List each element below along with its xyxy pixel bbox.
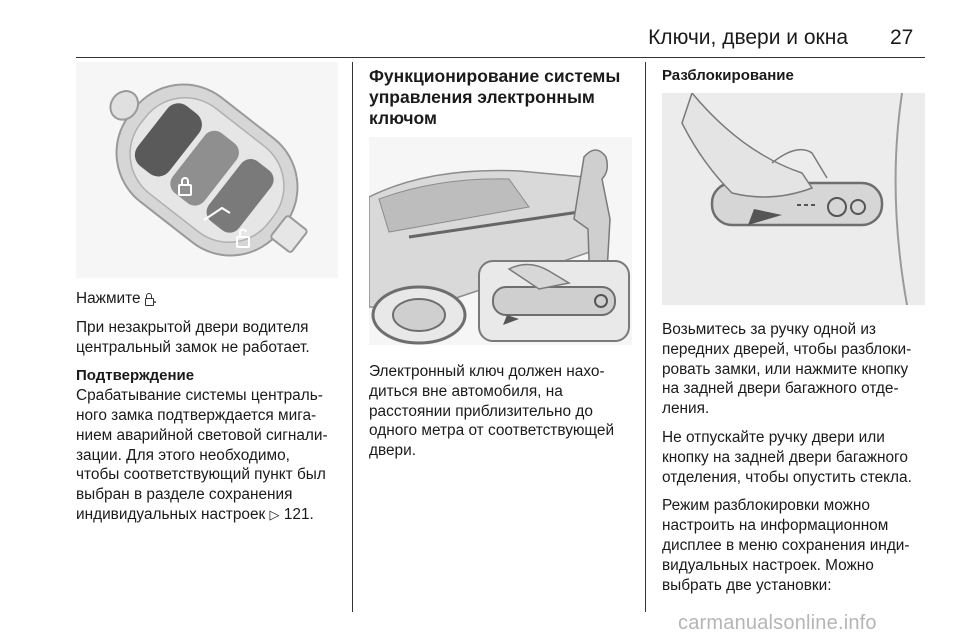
page-reference-link[interactable]: 121. [283, 505, 314, 523]
key-distance-line-2: диться вне автомобиля, на [369, 382, 563, 400]
electronic-key-heading: Функционирование системы управления электронным ключом [369, 66, 621, 128]
car-drawing [369, 137, 632, 345]
column-3-text [662, 320, 932, 595]
door-open-line-1: При незакрытой двери водителя [76, 318, 309, 336]
key-distance-line-5: двери. [369, 442, 416, 460]
unlock-para2-line-3: отделения, чтобы опустить стекла. [662, 468, 912, 486]
key-distance-line-4: одного метра от соответствующей [369, 422, 615, 440]
confirm-line-5: чтобы соответствующий пункт был [76, 466, 326, 484]
page-header-title: Ключи, двери и окна [648, 26, 848, 49]
door-open-line-2: центральный замок не работает. [76, 338, 310, 356]
confirm-line-1: Срабатывание системы централь- [76, 387, 323, 405]
key-fob-drawing [76, 62, 338, 278]
page-reference-arrow-icon: ▷ [269, 506, 280, 522]
unlock-para1-line-2: передних дверей, чтобы разблоки- [662, 340, 912, 358]
confirm-line-4: зации. Для этого необходимо, [76, 446, 290, 464]
door-handle-illustration [662, 93, 925, 305]
unlock-para2-line-1: Не отпускайте ручку двери или [662, 428, 885, 446]
door-handle-drawing [662, 93, 925, 305]
key-fob-illustration [76, 62, 338, 278]
unlock-para1-line-3: ровать замки, или нажмите кнопку [662, 360, 909, 378]
page-number: 27 [890, 26, 914, 49]
unlock-para3-line-1: Режим разблокировки можно [662, 497, 870, 515]
column-divider-2 [645, 62, 646, 612]
unlock-para2-line-2: кнопку на задней двери багажного [662, 448, 908, 466]
confirm-line-6: выбран в разделе сохранения [76, 486, 293, 504]
unlocking-heading: Разблокирование [662, 67, 794, 84]
column-divider-1 [352, 62, 353, 612]
confirm-line-7: индивидуальных настроек ▷ 121. [76, 505, 314, 523]
press-lock-line: Нажмите . [76, 290, 158, 307]
confirm-line-3: нием аварийной световой сигнали- [76, 426, 328, 444]
unlock-para3-line-5: выбрать две установки: [662, 576, 832, 594]
column-2-text [369, 362, 639, 461]
car-approach-illustration [369, 137, 632, 345]
column-1-text [76, 289, 346, 525]
header-rule [76, 57, 925, 58]
unlock-para1-line-5: ления. [662, 400, 710, 418]
watermark: carmanualsonline.info [678, 612, 877, 634]
unlock-para1-line-1: Возьмитесь за ручку одной из [662, 321, 876, 338]
confirm-heading: Подтверждение [76, 367, 195, 385]
unlock-para3-line-4: видуальных настроек. Можно [662, 556, 874, 574]
key-distance-line-3: расстоянии приблизительно до [369, 402, 593, 420]
unlock-para1-line-4: на задней двери багажного отде- [662, 380, 899, 398]
confirm-line-2: ного замка подтверждается мига- [76, 406, 317, 424]
lock-icon [145, 293, 153, 304]
unlock-para3-line-2: настроить на информационном [662, 517, 889, 535]
unlock-para3-line-3: дисплее в меню сохранения инди- [662, 536, 910, 554]
key-distance-line-1: Электронный ключ должен нахо- [369, 363, 605, 380]
